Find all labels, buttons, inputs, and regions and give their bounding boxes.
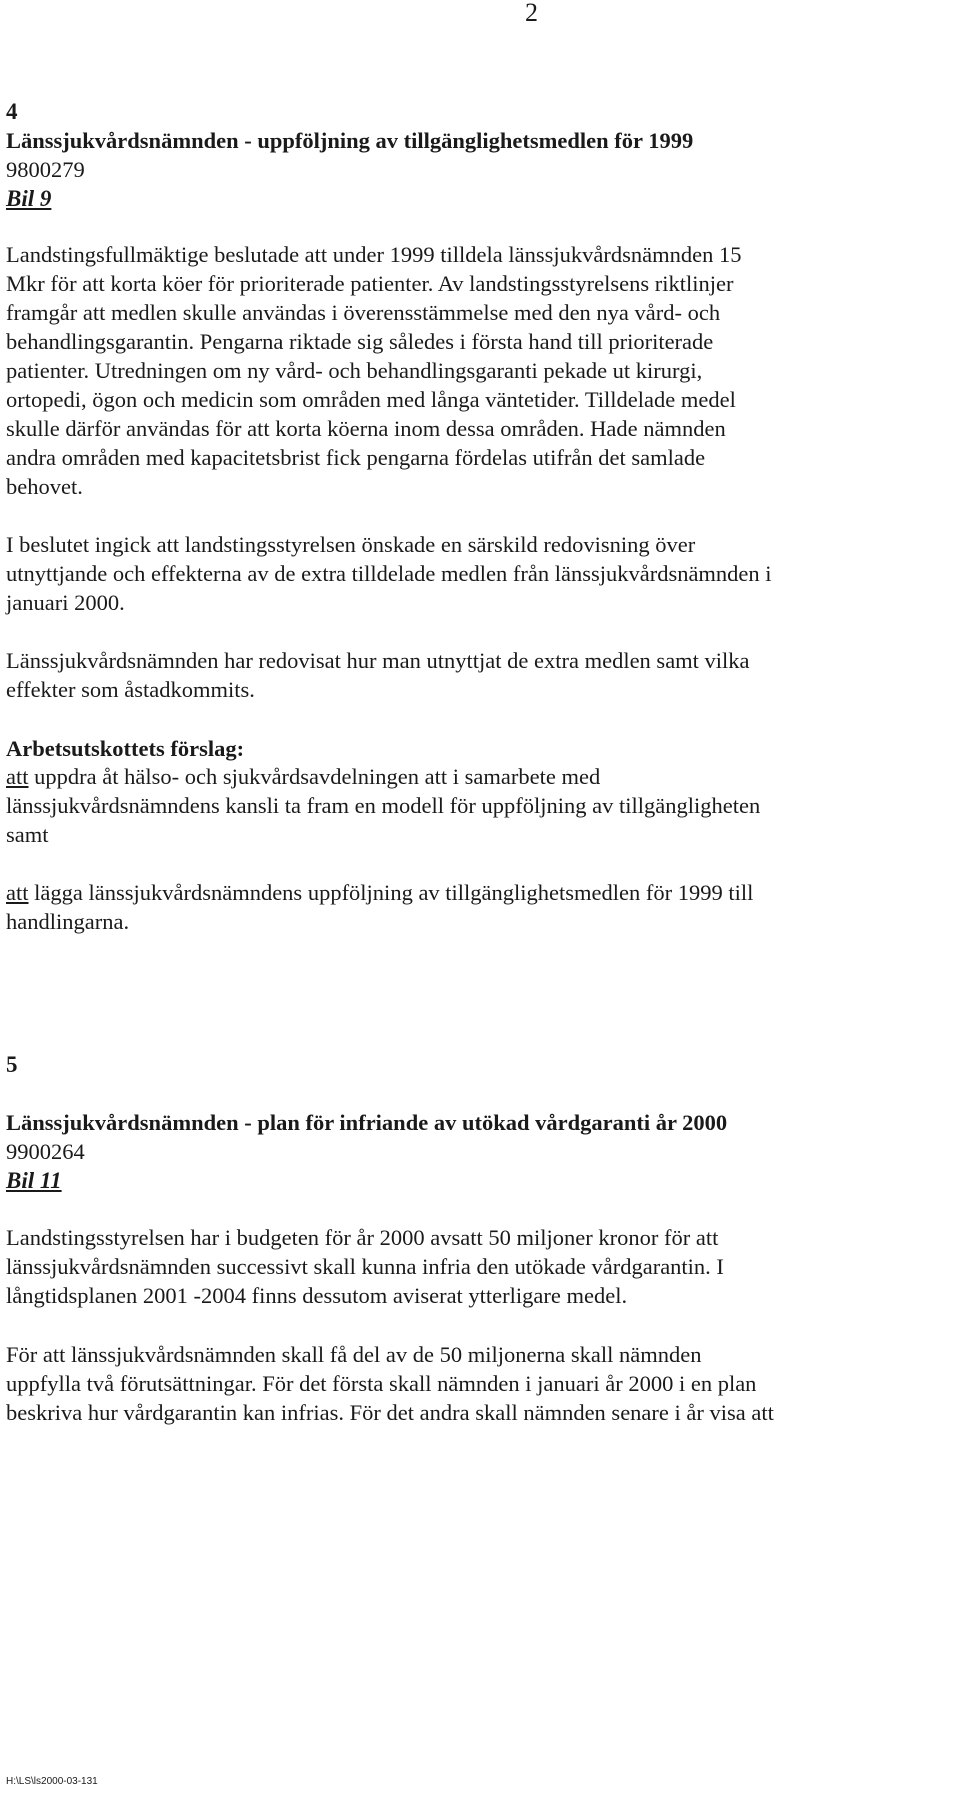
section-4-bil: Bil 9 [6,186,52,211]
paragraph-line: ortopedi, ögon och medicin som områden med långa väntetider. Tilldelade medel [6,387,736,412]
proposal-line: handlingarna. [6,909,130,934]
page-number: 2 [525,0,538,27]
paragraph-line: behandlingsgarantin. Pengarna riktade sig således i första hand till prioriterade [6,329,714,354]
section-5-title: Länssjukvårdsnämnden - plan för infriande av utökad vårdgaranti år 2000 [6,1110,728,1135]
proposal-text: uppdra åt hälso- och sjukvårdsavdelningen att i samarbete med [28,764,601,789]
proposal-line [6,762,600,792]
paragraph-line: Landstingsfullmäktige beslutade att under 1999 tilldela länssjukvårdsnämnden 15 [6,242,742,267]
paragraph-line: skulle därför användas för att korta köerna inom dessa områden. Hade nämnden [6,416,726,441]
footer-file-path: H:\LS\ls2000-03-131 [6,1776,98,1787]
paragraph-line: länssjukvårdsnämnden successivt skall kunna infria den utökade vårdgarantin. I [6,1254,724,1279]
paragraph-line: långtidsplanen 2001 -2004 finns dessutom aviserat ytterligare medel. [6,1283,628,1308]
paragraph-line: För att länssjukvårdsnämnden skall få del av de 50 miljonerna skall nämnden [6,1342,702,1367]
paragraph-line: beskriva hur vårdgarantin kan infrias. För det andra skall nämnden senare i år visa att [6,1400,774,1425]
paragraph-line: I beslutet ingick att landstingsstyrelsen önskade en särskild redovisning över [6,532,696,557]
proposal-line [6,878,753,908]
paragraph-line: effekter som åstadkommits. [6,677,255,702]
section-5-diarie: 9900264 [6,1139,85,1164]
paragraph-line: andra områden med kapacitetsbrist fick pengarna fördelas utifrån det samlade [6,445,706,470]
paragraph-line: Landstingsstyrelsen har i budgeten för år 2000 avsatt 50 miljoner kronor för att [6,1225,719,1250]
paragraph-line: uppfylla två förutsättningar. För det första skall nämnden i januari år 2000 i en plan [6,1371,757,1396]
section-4-diarie: 9800279 [6,157,85,182]
section-4-title: Länssjukvårdsnämnden - uppföljning av tillgänglighetsmedlen för 1999 [6,128,694,153]
section-5-number: 5 [6,1052,18,1077]
paragraph-line: utnyttjande och effekterna av de extra tilldelade medlen från länssjukvårdsnämnden i [6,561,772,586]
proposal-heading: Arbetsutskottets förslag: [6,736,245,761]
paragraph-line: framgår att medlen skulle användas i överensstämmelse med den nya vård- och [6,300,721,325]
proposal-line: länssjukvårdsnämndens kansli ta fram en modell för uppföljning av tillgängligheten [6,793,761,818]
paragraph-line: patienter. Utredningen om ny vård- och behandlingsgaranti pekade ut kirurgi, [6,358,703,383]
section-4-number: 4 [6,99,18,124]
proposal-line: samt [6,822,49,847]
paragraph-line: januari 2000. [6,590,125,615]
att-keyword: att [6,764,29,789]
proposal-text: lägga länssjukvårdsnämndens uppföljning av tillgänglighetsmedlen för 1999 till [28,880,754,905]
paragraph-line: Länssjukvårdsnämnden har redovisat hur man utnyttjat de extra medlen samt vilka [6,648,750,673]
section-5-bil: Bil 11 [6,1168,62,1193]
paragraph-line: behovet. [6,474,83,499]
att-keyword: att [6,880,29,905]
paragraph-line: Mkr för att korta köer för prioriterade patienter. Av landstingsstyrelsens riktlinjer [6,271,734,296]
